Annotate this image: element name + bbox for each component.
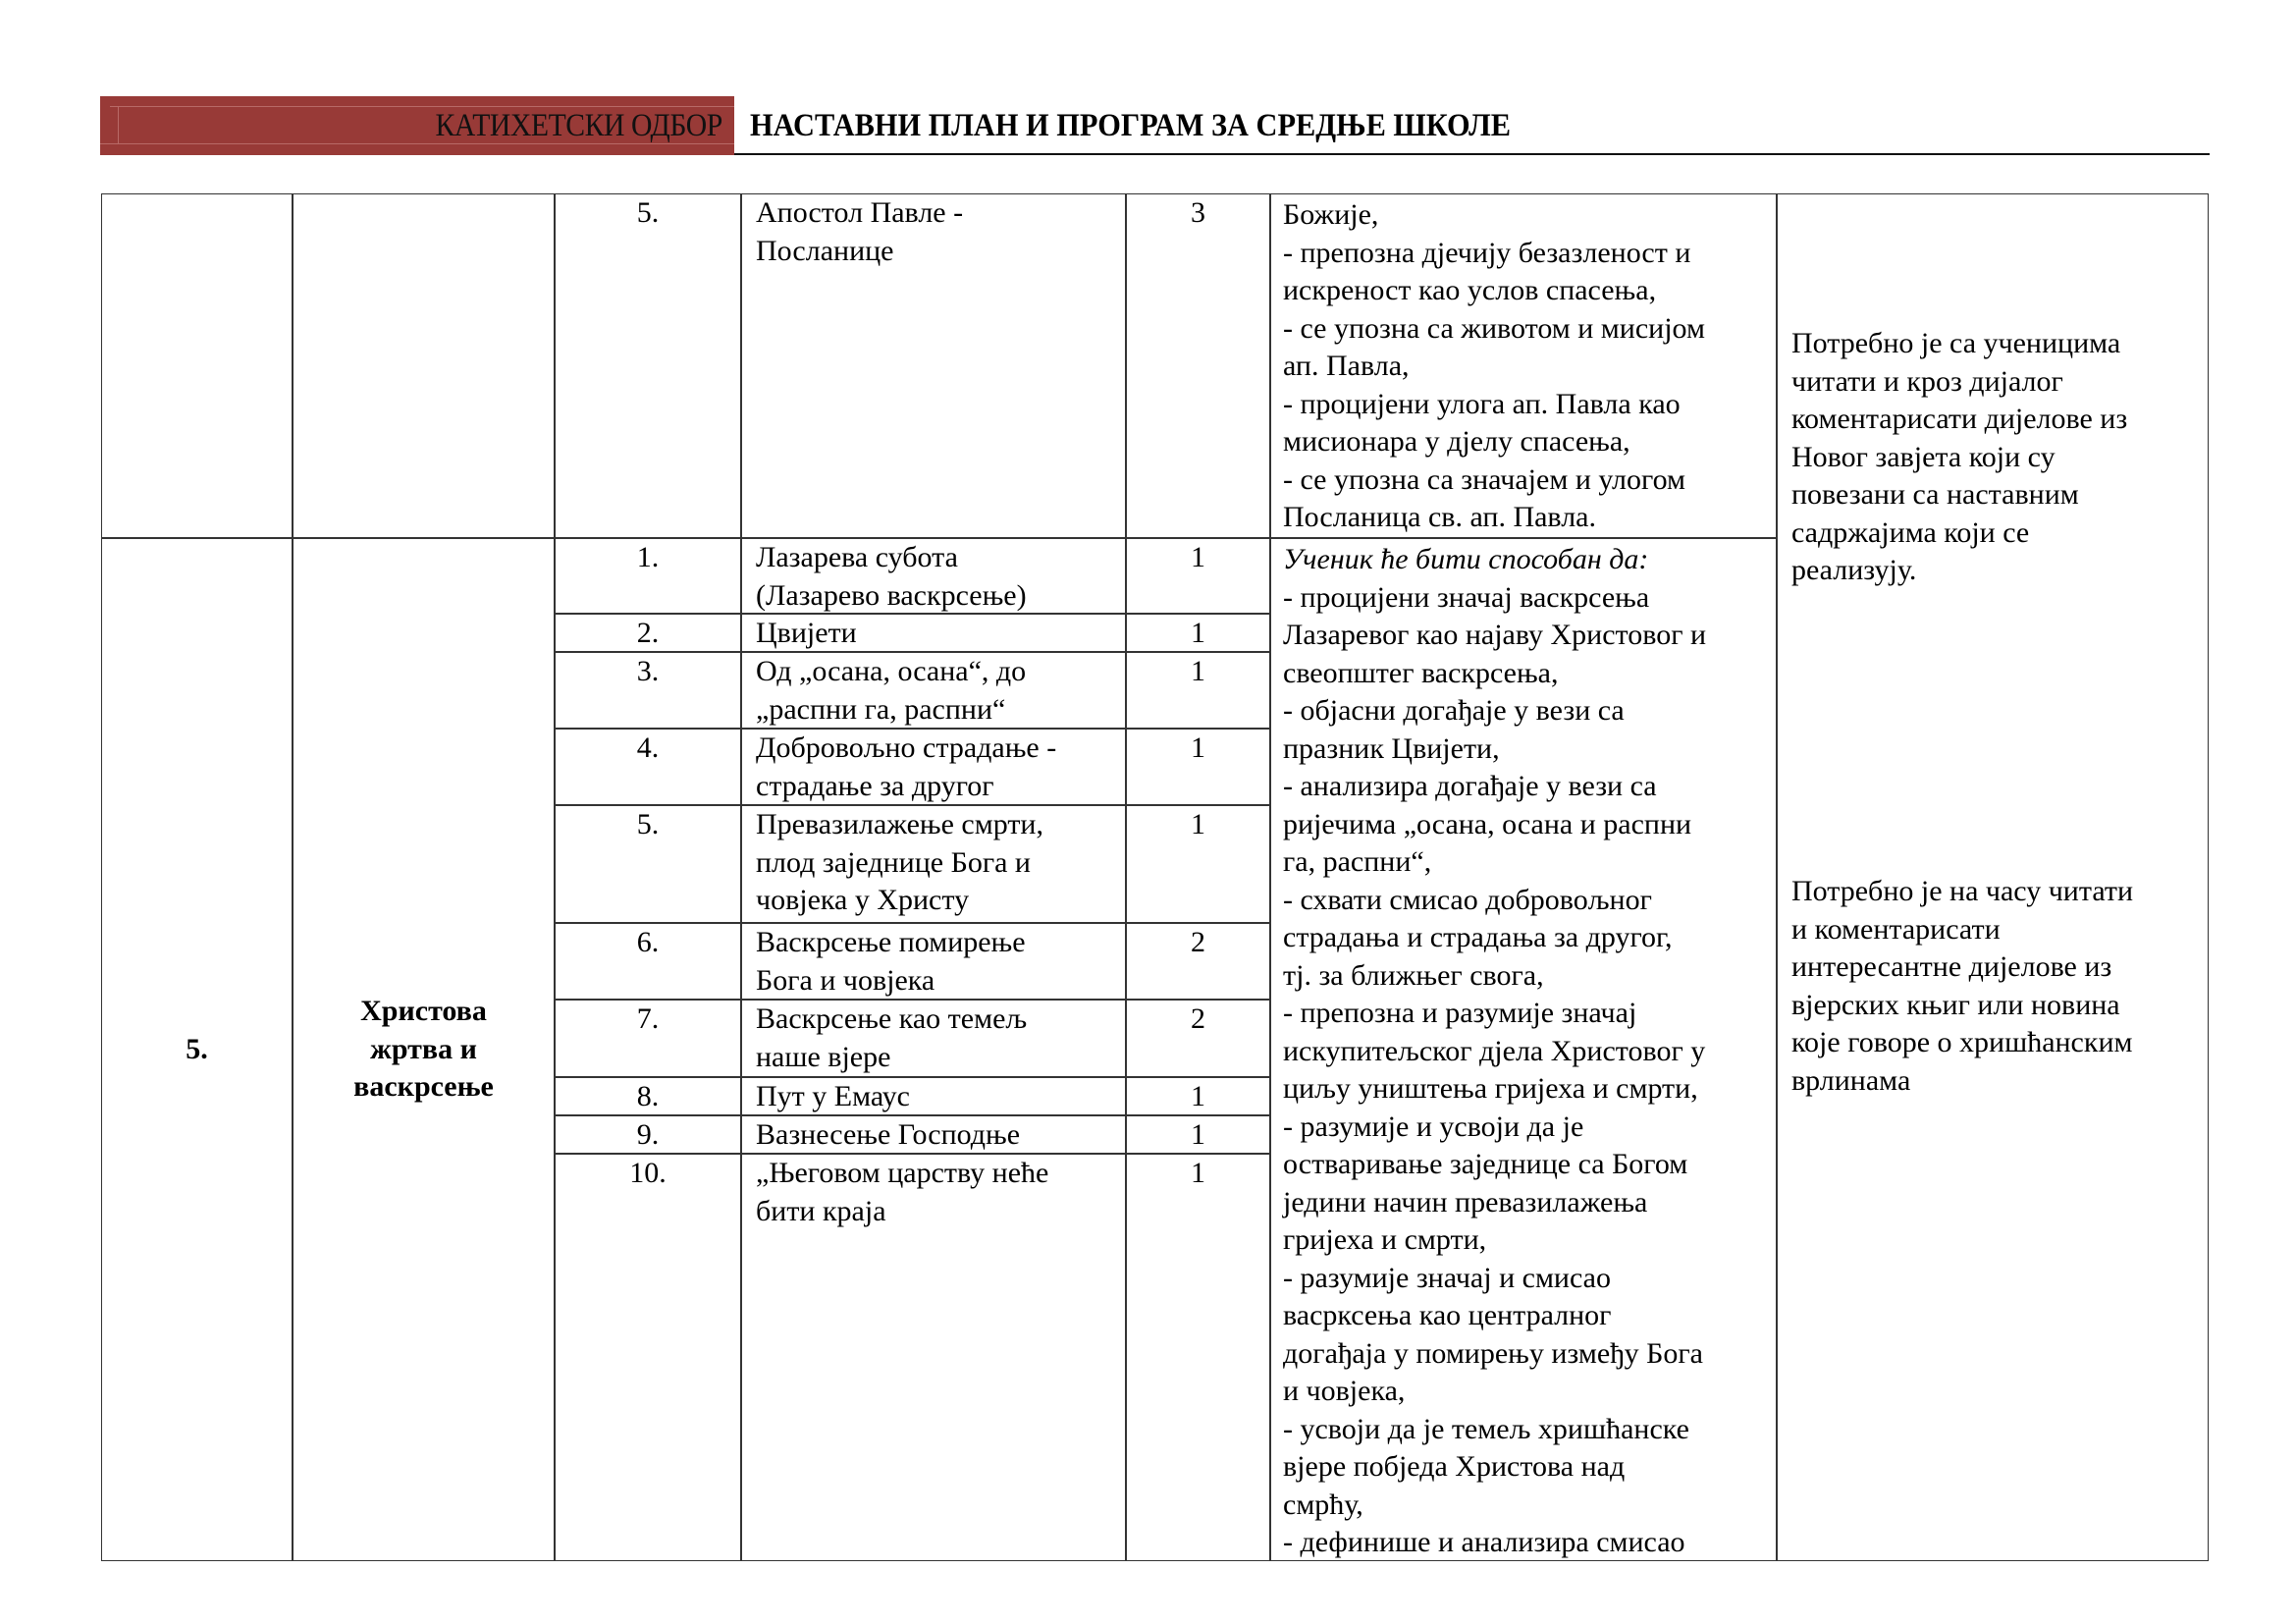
- banner-line: [118, 106, 119, 143]
- lesson-number: 9.: [636, 1118, 660, 1151]
- lesson-title-line: плод заједнице Бога и: [756, 845, 1031, 879]
- lesson-number: 5.: [636, 808, 660, 840]
- lesson-title-line: „распни га, распни“: [756, 692, 1006, 726]
- lesson-hours: 1: [1191, 1080, 1205, 1112]
- lesson-title-line: Добровољно страдање -: [756, 731, 1057, 764]
- lesson-hours: 1: [1191, 541, 1205, 573]
- outcome-line: - објасни догађаје у вези са: [1283, 694, 1625, 727]
- outcome-line: тј. за ближњег свога,: [1283, 958, 1544, 992]
- outcome-line: циљу уништења гријеха и смрти,: [1283, 1072, 1698, 1105]
- section-title-cell-empty: [293, 193, 555, 538]
- outcome-line: ап. Павла,: [1283, 350, 1410, 382]
- outcome-line: једини начин превазилажења: [1283, 1185, 1648, 1218]
- section-number-cell-empty: [101, 193, 293, 538]
- lesson-title-line: Апостол Павле -: [756, 196, 964, 229]
- notes-cell: [1777, 193, 2209, 1561]
- lesson-title-line: Превазилажење смрти,: [756, 808, 1043, 840]
- lesson-hours: 3: [1191, 196, 1205, 229]
- lesson-title-line: Од „осана, осана“, до: [756, 655, 1027, 687]
- note-block: [1791, 873, 2133, 1100]
- lesson-title-cell: [741, 652, 1126, 729]
- lesson-hours-cell: [1126, 1077, 1270, 1115]
- outcome-line: смрћу,: [1283, 1488, 1363, 1521]
- lesson-number: 6.: [636, 926, 660, 958]
- lesson-title-line: Бога и човјека: [756, 963, 935, 997]
- lesson-number-cell: [555, 923, 741, 1000]
- header-rule: [734, 153, 2210, 155]
- lesson-hours-cell: [1126, 614, 1270, 652]
- outcome-line: остваривање заједнице са Богом: [1283, 1148, 1688, 1180]
- note-line: читати и кроз дијалог: [1791, 364, 2063, 398]
- lesson-title-cell: [741, 729, 1126, 805]
- note-line: Потребно је на часу читати: [1791, 875, 2134, 907]
- lesson-title-line: Лазарева субота: [756, 541, 958, 573]
- note-line: реализују.: [1791, 554, 1917, 586]
- outcome-line: Божије,: [1283, 198, 1379, 231]
- lesson-title-cell: [741, 614, 1126, 652]
- outcome-line: Лазаревог као најаву Христовог и: [1283, 619, 1707, 651]
- lesson-number-cell: [555, 1077, 741, 1115]
- note-line: које говоре о хришћанским: [1791, 1026, 2133, 1058]
- lesson-number: 7.: [636, 1002, 660, 1035]
- outcome-line: - анализира догађаје у вези са: [1283, 770, 1657, 802]
- lesson-hours-cell: [1126, 1000, 1270, 1077]
- outcome-line: гријеха и смрти,: [1283, 1223, 1487, 1256]
- lesson-number: 2.: [636, 617, 660, 649]
- outcome-line: Посланица св. ап. Павла.: [1283, 501, 1596, 533]
- outcome-line: - разумије значај и смисао: [1283, 1261, 1611, 1294]
- lesson-title-line: Посланице: [756, 234, 894, 267]
- lesson-hours-cell: [1126, 1115, 1270, 1154]
- outcome-line: вјере побједа Христова над: [1283, 1450, 1626, 1483]
- note-line: Новог завјета који су: [1791, 440, 2056, 473]
- outcomes-cell: [1270, 538, 1777, 1561]
- lesson-title-line: наше вјере: [756, 1040, 891, 1073]
- outcome-line: ријечима „осана, осана и распни: [1283, 807, 1692, 840]
- lesson-number: 5.: [636, 196, 660, 229]
- lesson-number-cell: [555, 538, 741, 614]
- curriculum-table: [101, 193, 2209, 1561]
- lesson-hours: 1: [1191, 1157, 1205, 1189]
- outcome-line: и човјека,: [1283, 1375, 1406, 1407]
- outcome-line: догађаја у помирењу између Бога: [1283, 1336, 1703, 1370]
- lesson-title-cell: [741, 923, 1126, 1000]
- lesson-hours: 1: [1191, 655, 1205, 687]
- lesson-title-line: Вазнесење Господње: [756, 1118, 1021, 1151]
- lesson-title-line: (Лазарево васкрсење): [756, 578, 1027, 612]
- outcome-line: - се упозна са значајем и улогом: [1283, 462, 1685, 496]
- lesson-title-cell: [741, 1154, 1126, 1561]
- lesson-hours: 1: [1191, 808, 1205, 840]
- section-title: [353, 993, 494, 1107]
- note-line: коментарисати дијелове из: [1791, 403, 2128, 435]
- lesson-number-cell: [555, 805, 741, 923]
- lesson-title-line: Васкрсење као темељ: [756, 1002, 1028, 1035]
- lesson-hours-cell: [1126, 805, 1270, 923]
- lesson-number-cell: [555, 652, 741, 729]
- lesson-title-line: Цвијети: [756, 617, 857, 649]
- outcome-line: - препозна дјечију безазленост и: [1283, 236, 1691, 269]
- outcome-line: - усвоји да је темељ хришћанске: [1283, 1412, 1689, 1445]
- lesson-hours: 2: [1191, 1002, 1205, 1035]
- section-title-line: васкрсење: [353, 1070, 494, 1104]
- lesson-number-cell: [555, 193, 741, 538]
- lesson-title-cell: [741, 1115, 1126, 1154]
- lesson-title-cell: [741, 1000, 1126, 1077]
- outcome-line: - процијени значај васкрсења: [1283, 580, 1650, 614]
- outcome-line: искупитељског дјела Христовог у: [1283, 1034, 1706, 1067]
- section-title-line: Христова: [360, 995, 487, 1028]
- lesson-title-line: Васкрсење помирење: [756, 926, 1026, 958]
- lesson-title-cell: [741, 193, 1126, 538]
- note-line: повезани са наставним: [1791, 478, 2079, 511]
- lesson-hours-cell: [1126, 652, 1270, 729]
- section-number: 5.: [186, 1032, 208, 1065]
- lesson-number: 3.: [636, 655, 660, 687]
- header-org-name: КАТИХЕТСКИ ОДБОР: [435, 108, 722, 143]
- section-number-cell: [101, 538, 293, 1561]
- lesson-title-cell: [741, 805, 1126, 923]
- lesson-hours-cell: [1126, 1154, 1270, 1561]
- outcome-line: искреност као услов спасења,: [1283, 274, 1657, 306]
- outcome-line: - дефинише и анализира смисао: [1283, 1526, 1685, 1558]
- lesson-title-line: Пут у Емаус: [756, 1080, 910, 1112]
- lesson-hours: 1: [1191, 1118, 1205, 1151]
- outcome-line: - процијени улога ап. Павла као: [1283, 387, 1681, 420]
- note-line: Потребно је са ученицима: [1791, 327, 2121, 359]
- lesson-number-cell: [555, 729, 741, 805]
- lesson-hours-cell: [1126, 729, 1270, 805]
- outcome-line: васрксења као централног: [1283, 1299, 1612, 1331]
- note-line: и коментарисати: [1791, 912, 2001, 946]
- outcome-line: празник Цвијети,: [1283, 731, 1500, 765]
- outcome-line: мисионара у дјелу спасења,: [1283, 425, 1630, 458]
- lesson-number-cell: [555, 614, 741, 652]
- outcome-line: - препозна и разумије значај: [1283, 997, 1637, 1029]
- lesson-title-line: страдање за другог: [756, 769, 994, 802]
- header-org-banner: [100, 96, 734, 155]
- lesson-number: 10.: [629, 1157, 667, 1189]
- lesson-hours-cell: [1126, 193, 1270, 538]
- lesson-number-cell: [555, 1000, 741, 1077]
- outcome-line: страдања и страдања за другог,: [1283, 921, 1673, 953]
- outcome-line: - се упозна са животом и мисијом: [1283, 311, 1705, 345]
- lesson-number-cell: [555, 1115, 741, 1154]
- lesson-number: 1.: [636, 541, 660, 573]
- lesson-hours: 2: [1191, 926, 1205, 958]
- lesson-title-line: бити краја: [756, 1194, 886, 1227]
- outcome-line: га, распни“,: [1283, 845, 1432, 878]
- header-title: НАСТАВНИ ПЛАН И ПРОГРАМ ЗА СРЕДЊЕ ШКОЛЕ: [750, 108, 1511, 143]
- outcomes-intro: Ученик ће бити способан да:: [1283, 543, 1649, 575]
- note-line: интересантне дијелове из: [1791, 950, 2112, 983]
- outcomes-cell: [1270, 193, 1777, 538]
- lesson-number-cell: [555, 1154, 741, 1561]
- outcome-line: - разумије и усвоји да је: [1283, 1110, 1584, 1143]
- lesson-number: 4.: [636, 731, 660, 764]
- note-line: вјерских књиг или новина: [1791, 988, 2120, 1021]
- outcome-line: свеопштег васкрсења,: [1283, 656, 1559, 689]
- note-block: [1791, 325, 2127, 590]
- note-line: врлинама: [1791, 1063, 1911, 1097]
- lesson-title-line: „Његовом царству неће: [756, 1157, 1049, 1189]
- lesson-hours-cell: [1126, 923, 1270, 1000]
- lesson-number: 8.: [636, 1080, 660, 1112]
- section-title-line: жртва и: [370, 1032, 477, 1065]
- lesson-hours: 1: [1191, 731, 1205, 764]
- note-line: садржајима који се: [1791, 515, 2030, 549]
- lesson-title-line: човјека у Христу: [756, 884, 970, 916]
- section-title-cell: [293, 538, 555, 1561]
- lesson-title-cell: [741, 538, 1126, 614]
- lesson-hours-cell: [1126, 538, 1270, 614]
- lesson-title-cell: [741, 1077, 1126, 1115]
- outcome-line: - схвати смисао добровољног: [1283, 883, 1652, 916]
- lesson-hours: 1: [1191, 617, 1205, 649]
